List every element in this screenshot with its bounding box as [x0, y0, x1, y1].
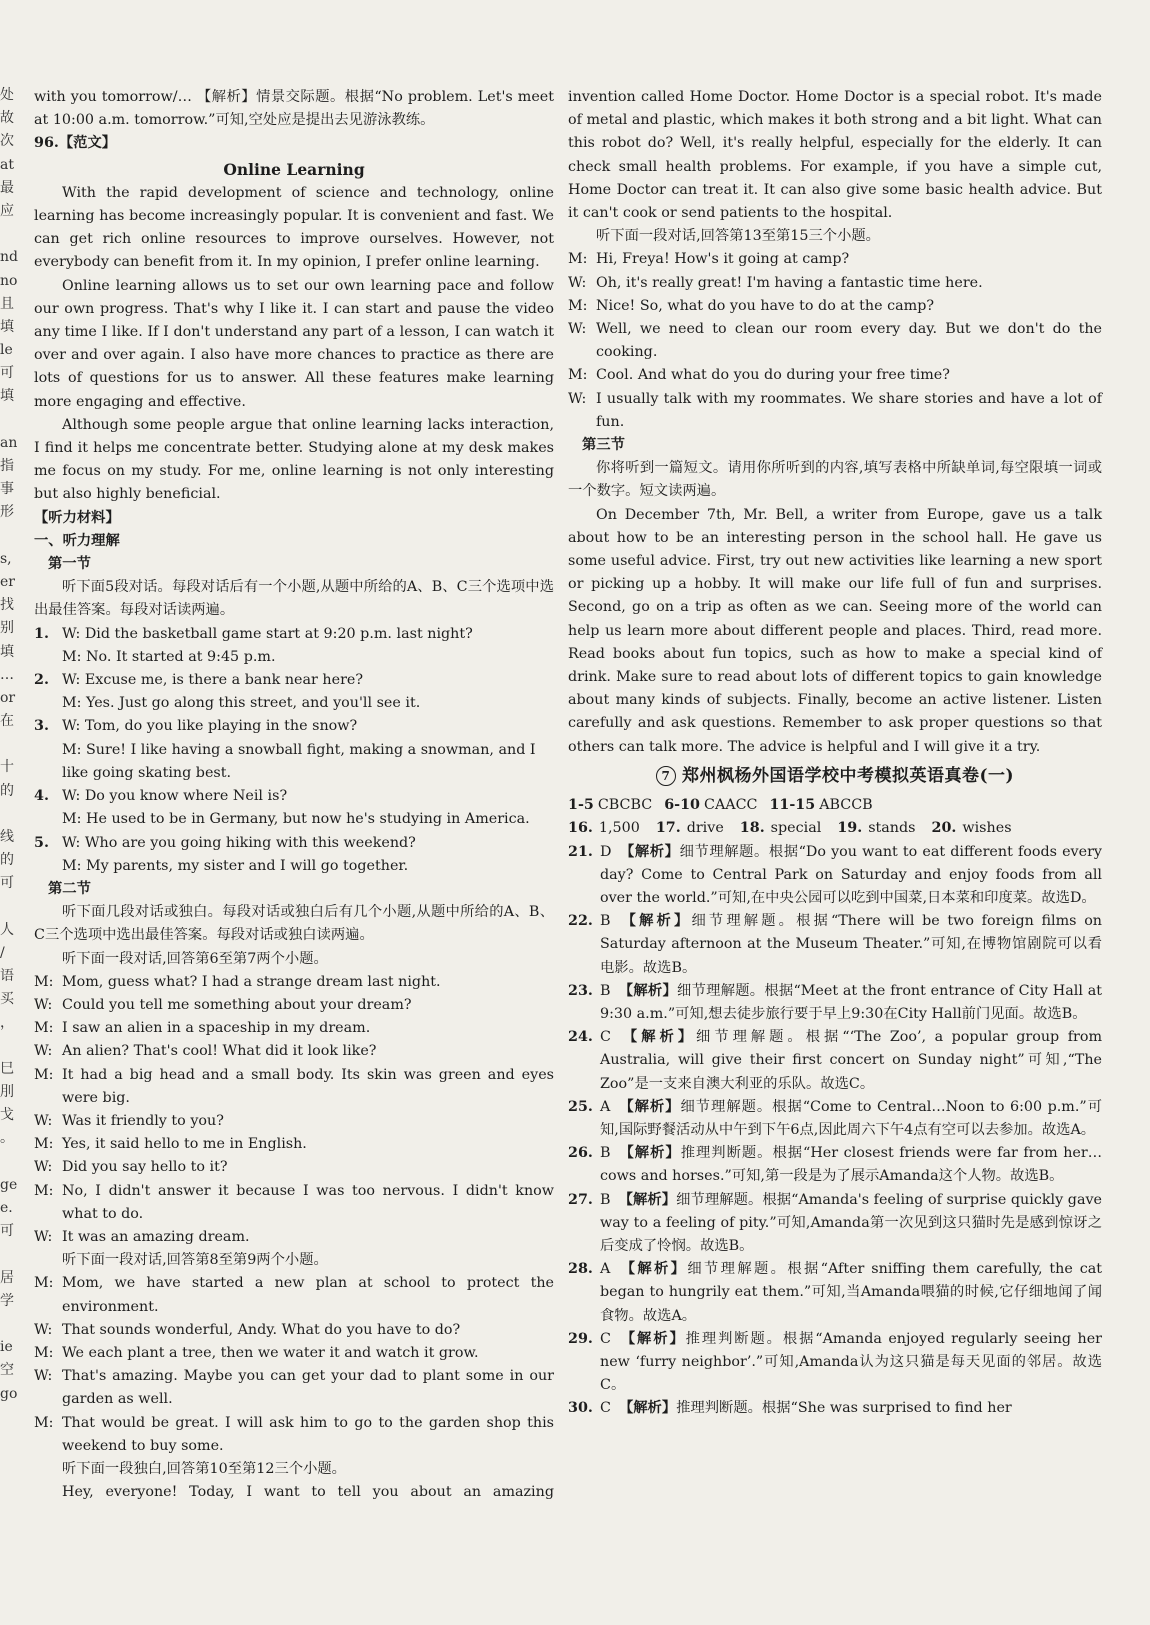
- speaker-text: Mom, guess what? I had a strange dream last night.: [62, 973, 441, 990]
- analysis-tag: 【解析】: [618, 1330, 686, 1347]
- key-answers: CBCBC: [597, 797, 653, 814]
- dialog-item: [34, 785, 554, 831]
- answer-item: [568, 1328, 1102, 1398]
- analysis-tag: 【解析】: [618, 1145, 681, 1162]
- exam-title-text: 郑州枫杨外国语学校中考模拟英语真卷(一): [681, 765, 1015, 786]
- left-margin-stub: [0, 84, 16, 1406]
- answer-body: [600, 1096, 1102, 1142]
- margin-fragment: go: [0, 1385, 18, 1402]
- dialog-line: [34, 1226, 554, 1249]
- key-word: wishes: [962, 820, 1012, 837]
- analysis-text: 细节理解题。根据“‘The Zoo’, a popular group from Australia, will give their first concert on Sunday night”可知,“The Zoo”是一支来自澳大利亚的乐队。故选C。: [600, 1029, 1102, 1092]
- dialog-line-m: M: My parents, my sister and I will go together.: [62, 857, 409, 874]
- dialog-line-w: W: Who are you going hiking with this weekend?: [62, 834, 416, 851]
- key-group: [932, 820, 1012, 836]
- key-word: special: [770, 820, 822, 837]
- essay-paragraph-2: Online learning allows us to set our own learning pace and follow our own progress. That's why I like it. I can start and pause the video any time I like. If I don't understand any part of a lesson, I can watch it over and over again. I also have more chances to practice as there are lots of questions for us to answer. All these features make learning more engaging and effective.: [34, 277, 554, 410]
- section-1-dialogs: [34, 623, 554, 878]
- dialog-line-w: W: Did the basketball game start at 9:20 p.m. last night?: [62, 625, 473, 642]
- speaker-text: It had a big head and a small body. Its skin was green and eyes were big.: [62, 1066, 554, 1106]
- margin-fragment: 事: [0, 481, 14, 498]
- speaker-label: M:: [34, 1414, 54, 1431]
- answer-key-row-2: [568, 817, 1102, 840]
- key-group: [664, 797, 757, 813]
- exam-title: [568, 765, 1102, 788]
- dialog-line: [34, 1133, 554, 1156]
- left-column: [34, 86, 554, 1504]
- dialog-item: [34, 832, 554, 878]
- dialog-line: [34, 1040, 554, 1063]
- speaker-text: Could you tell me something about your dream?: [62, 996, 412, 1013]
- margin-fragment: 且: [0, 295, 14, 312]
- answer-item: [568, 1096, 1102, 1142]
- speaker-label: M:: [34, 1275, 54, 1292]
- margin-fragment: 填: [0, 388, 14, 405]
- margin-fragment: er: [0, 573, 15, 590]
- key-number: 19.: [837, 820, 863, 837]
- answer-key-row-1: [568, 794, 1102, 817]
- question-number: 3.: [34, 718, 49, 735]
- answer-item: [568, 1142, 1102, 1188]
- speaker-text: Oh, it's really great! I'm having a fantastic time here.: [596, 274, 983, 291]
- dialog-lines: [62, 715, 554, 785]
- question-number: 2.: [34, 672, 49, 689]
- analysis-tag: 【解析】: [618, 1029, 697, 1046]
- analysis-text: 细节理解题。根据“There will be two foreign films on Saturday afternoon at the Museum Theater.”可知,在博物馆剧院可以看电影。故选B。: [600, 913, 1103, 976]
- margin-fragment: or: [0, 689, 16, 706]
- answer-letter: A: [600, 1261, 611, 1278]
- dialog-line: [34, 1319, 554, 1342]
- margin-fragment: 人: [0, 921, 14, 938]
- speaker-label: M:: [34, 973, 54, 990]
- analysis-text: 细节理解题。根据“Amanda's feeling of surprise quickly gave way to a feeling of pity.”可知,Amanda第一次见到这只猫时先是感到惊讶之后变成了怜悯。故选B。: [600, 1191, 1102, 1254]
- dialog-item: [34, 623, 554, 669]
- speaker-text: That would be great. I will ask him to go to the garden shop this weekend to buy some.: [62, 1414, 554, 1454]
- margin-fragment: /: [0, 944, 5, 961]
- answer-body: [600, 1142, 1102, 1188]
- key-range: 6-10: [664, 797, 700, 814]
- answer-item: [568, 1258, 1102, 1328]
- question-number: 5.: [34, 834, 49, 851]
- margin-fragment: [0, 525, 16, 548]
- dialog-6-7-intro: 听下面一段对话,回答第6至第7两个小题。: [62, 950, 328, 967]
- analysis-text: 细节理解题。根据“After sniffing them carefully, the cat began to hungrily eat them.”可知,当Amanda喂猫的时候,它仔细地闻了闻食物。故选A。: [600, 1261, 1103, 1324]
- margin-fragment: [0, 1243, 16, 1266]
- key-group: [769, 797, 872, 813]
- speaker-label: M:: [34, 1182, 54, 1199]
- analysis-tag: 【解析】: [618, 1261, 688, 1278]
- margin-fragment: [0, 1035, 16, 1058]
- dialog-lines: [62, 785, 554, 831]
- speaker-text: Well, we need to clean our room every day. But we don't do the cooking.: [596, 321, 1102, 361]
- dialog-line: [34, 1017, 554, 1040]
- dialog-line-w: W: Do you know where Neil is?: [62, 788, 288, 805]
- dialog-line: [568, 295, 1102, 318]
- dialog-line: [34, 971, 554, 994]
- key-group: [656, 820, 724, 836]
- analysis-tag: 【解析】: [618, 913, 692, 930]
- margin-fragment: e.: [0, 1200, 13, 1216]
- monologue-continued: invention called Home Doctor. Home Doctor is a special robot. It's made of metal and plastic, which makes it both strong and a bit light. What can this robot do? Well, it's really helpful, especially for the elderly. It can check small health problems. For example, if you have a simple cut, Home Doctor can treat it. It can also give some basic health advice. But it can't cook or send patients to the hospital.: [568, 89, 1102, 222]
- answer-number: 27.: [568, 1191, 593, 1208]
- margin-fragment: 填: [0, 318, 14, 335]
- answer-letter: B: [600, 982, 611, 999]
- answer-letter: B: [600, 1145, 611, 1162]
- answer-item: [568, 1189, 1102, 1259]
- margin-fragment: 处: [0, 87, 14, 103]
- analysis-text: 细节理解题。根据“Meet at the front entrance of City Hall at 9:30 a.m.”可知,想去徒步旅行要于早上9:30在City Hall前门见面。故选B。: [600, 982, 1102, 1022]
- dialog-line: [34, 1064, 554, 1110]
- dialog-line: [568, 364, 1102, 387]
- dialog-line: [568, 388, 1102, 434]
- answer-item: [568, 980, 1102, 1026]
- speaker-label: W:: [34, 1112, 53, 1129]
- answer-number: 25.: [568, 1098, 593, 1115]
- answer-letter: C: [600, 1330, 611, 1347]
- section-2-instructions: 听下面几段对话或独白。每段对话或独白后有几个小题,从题中所给的A、B、C三个选项中选出最佳答案。每段对话或独白读两遍。: [34, 904, 554, 944]
- dialog-line: [34, 1272, 554, 1318]
- margin-fragment: 巳: [0, 1060, 14, 1077]
- margin-fragment: an: [0, 434, 18, 451]
- margin-fragment: 买: [0, 991, 14, 1008]
- speaker-label: M:: [34, 1066, 54, 1083]
- key-group: [837, 820, 915, 836]
- margin-fragment: no: [0, 272, 18, 289]
- analysis-tag: 【解析】: [618, 1098, 681, 1115]
- speaker-label: M:: [34, 1136, 54, 1153]
- q95-explanation: with you tomorrow/… 【解析】情景交际题。根据“No problem. Let's meet at 10:00 a.m. tomorrow.”可知,空处应是提出去见游泳教练。: [34, 89, 554, 129]
- key-range: 11-15: [769, 797, 816, 814]
- margin-fragment: [0, 733, 16, 756]
- margin-fragment: nd: [0, 249, 18, 266]
- margin-fragment: 应: [0, 202, 14, 219]
- key-number: 20.: [931, 820, 957, 837]
- speaker-text: Was it friendly to you?: [62, 1112, 224, 1129]
- speaker-label: M:: [568, 297, 588, 314]
- speaker-text: It was an amazing dream.: [62, 1228, 250, 1245]
- margin-fragment: [0, 409, 16, 432]
- listening-material-label: 【听力材料】: [34, 509, 120, 526]
- answer-body: [600, 980, 1102, 1026]
- q96-label: 96.【范文】: [34, 135, 117, 152]
- dialog-line-m: M: Yes. Just go along this street, and you'll see it.: [62, 695, 421, 712]
- answer-number: 28.: [568, 1261, 593, 1278]
- margin-fragment: 在: [0, 713, 14, 730]
- answer-item: [568, 1397, 1102, 1420]
- margin-fragment: le: [0, 342, 13, 359]
- exam-number-badge: 7: [656, 766, 676, 786]
- speaker-text: An alien? That's cool! What did it look like?: [62, 1043, 377, 1060]
- dialog-item: [34, 715, 554, 785]
- answer-number: 21.: [568, 843, 593, 860]
- answer-number: 24.: [568, 1029, 593, 1046]
- margin-fragment: 故: [0, 110, 14, 127]
- speaker-text: Yes, it said hello to me in English.: [62, 1136, 307, 1153]
- margin-fragment: 刖: [0, 1084, 14, 1101]
- speaker-label: W:: [34, 996, 53, 1013]
- answer-body: [600, 1397, 1102, 1420]
- dialog-8-9: [34, 1272, 554, 1458]
- answer-item: [568, 910, 1102, 980]
- answer-body: [600, 1189, 1102, 1259]
- speaker-label: M:: [34, 1344, 54, 1361]
- answer-number: 23.: [568, 982, 593, 999]
- monologue-intro: 听下面一段独白,回答第10至第12三个小题。: [62, 1460, 346, 1477]
- margin-fragment: 的: [0, 782, 14, 799]
- answer-number: 26.: [568, 1145, 593, 1162]
- key-number: 16.: [568, 820, 593, 837]
- speaker-text: We each plant a tree, then we water it and watch it grow.: [62, 1344, 479, 1361]
- dialog-line: [34, 1180, 554, 1226]
- analysis-tag: 【解析】: [618, 1400, 677, 1417]
- speaker-label: W:: [34, 1368, 53, 1385]
- dialog-line: [568, 248, 1102, 271]
- margin-fragment: …: [0, 666, 14, 683]
- margin-fragment: at: [0, 156, 14, 173]
- dialog-13-15-intro: 听下面一段对话,回答第13至第15三个小题。: [596, 228, 880, 245]
- margin-fragment: [0, 803, 16, 826]
- margin-fragment: [0, 1313, 16, 1336]
- margin-fragment: ，: [0, 1014, 14, 1031]
- right-column: [568, 86, 1102, 1421]
- answer-body: [600, 1328, 1102, 1398]
- margin-fragment: s,: [0, 550, 12, 567]
- key-group: [568, 820, 640, 836]
- margin-fragment: 最: [0, 179, 14, 196]
- speaker-text: Did you say hello to it?: [62, 1159, 228, 1176]
- speaker-text: Nice! So, what do you have to do at the camp?: [596, 297, 935, 314]
- key-answers: ABCCB: [819, 797, 873, 814]
- speaker-text: No, I didn't answer it because I was too nervous. I didn't know what to do.: [62, 1182, 554, 1222]
- answer-letter: B: [600, 913, 611, 930]
- dialog-line: [34, 1156, 554, 1179]
- answer-letter: B: [600, 1191, 611, 1208]
- margin-fragment: 戈: [0, 1107, 14, 1124]
- answer-body: [600, 910, 1102, 980]
- key-word: stands: [868, 820, 916, 837]
- margin-fragment: 可: [0, 1223, 14, 1240]
- speaker-text: That's amazing. Maybe you can get your dad to plant some in our garden as well.: [62, 1368, 554, 1408]
- margin-fragment: [0, 896, 16, 919]
- section-3-heading: 第三节: [582, 437, 625, 454]
- analysis-text: 推理判断题。根据“Her closest friends were far from her…cows and horses.”可知,第一段是为了展示Amanda这个人物。故选B。: [600, 1145, 1102, 1185]
- margin-fragment: 语: [0, 968, 14, 985]
- answer-item: [568, 841, 1102, 911]
- speaker-label: M:: [34, 1020, 54, 1037]
- speaker-label: W:: [568, 274, 587, 291]
- margin-fragment: 居: [0, 1269, 14, 1286]
- question-number: 1.: [34, 625, 49, 642]
- section-3-instructions: 你将听到一篇短文。请用你所听到的内容,填写表格中所缺单词,每空限填一词或一个数字。短文读两遍。: [568, 460, 1102, 500]
- margin-fragment: 填: [0, 643, 14, 660]
- section-3-passage: On December 7th, Mr. Bell, a writer from Europe, gave us a talk about how to be an interesting person in the school hall. He gave us some useful advice. First, try out new activities like learning a new sport or picking up a hobby. It will make our life full of fun and surprises. Second, go on a trip as often as we can. Seeing more of the world can help us learn more about different people and places. Third, read more. Read books about fun topics, such as how to make a special kind of drink. Make sure to read about lots of different topics to gain knowledge about many kinds of subjects. Finally, become an active listener. Listen carefully and ask questions. Remember to ask proper questions so that others can talk more. The advice is helpful and I will give it a try.: [568, 506, 1102, 755]
- speaker-label: M:: [568, 367, 588, 384]
- dialog-line-m: M: He used to be in Germany, but now he's studying in America.: [62, 811, 530, 828]
- answer-letter: A: [600, 1098, 611, 1115]
- margin-fragment: 指: [0, 458, 14, 474]
- answer-number: 30.: [568, 1400, 593, 1417]
- margin-fragment: 空: [0, 1362, 14, 1379]
- speaker-label: M:: [568, 251, 588, 268]
- speaker-label: W:: [34, 1043, 53, 1060]
- essay-paragraph-3: Although some people argue that online learning lacks interaction, I find it helps me concentrate better. Studying alone at my desk makes me focus on my study. For me, online learning is not only interesting but also highly beneficial.: [34, 416, 554, 503]
- margin-fragment: 学: [0, 1292, 14, 1309]
- analysis-text: 推理判断题。根据“She was surprised to find her: [676, 1400, 1012, 1417]
- part-heading: 一、听力理解: [34, 532, 120, 549]
- analysis-text: 细节理解题。根据“Come to Central…Noon to 6:00 p.m.”可知,国际野餐活动从中午到下午6点,因此周六下午4点有空可以去参加。故选A。: [600, 1098, 1103, 1138]
- speaker-label: W:: [34, 1321, 53, 1338]
- speaker-text: I saw an alien in a spaceship in my dream.: [62, 1020, 371, 1037]
- dialog-line-m: M: Sure! I like having a snowball fight, making a snowman, and I like going skating best.: [62, 741, 536, 781]
- speaker-text: Hi, Freya! How's it going at camp?: [596, 251, 850, 268]
- dialog-13-15: [568, 248, 1102, 434]
- section-1-instructions: 听下面5段对话。每段对话后有一个小题,从题中所给的A、B、C三个选项中选出最佳答案。每段对话读两遍。: [34, 579, 554, 619]
- answer-body: [600, 1026, 1102, 1096]
- answer-body: [600, 841, 1102, 911]
- analysis-text: 推理判断题。根据“Amanda enjoyed regularly seeing her new ‘furry neighbor’.”可知,Amanda认为这只猫是每天见面的邻居。故选C。: [600, 1330, 1103, 1394]
- dialog-lines: [62, 669, 554, 715]
- key-word: drive: [686, 820, 724, 837]
- key-range: 1-5: [568, 797, 594, 814]
- margin-fragment: 十: [0, 759, 14, 776]
- margin-fragment: ge: [0, 1176, 18, 1193]
- key-number: 18.: [739, 820, 765, 837]
- margin-fragment: 。: [0, 1130, 14, 1147]
- essay-paragraph-1: With the rapid development of science and technology, online learning has become increasingly popular. It is convenient and fast. We can get rich online resources to improve ourselves. However, not everybody can benefit from it. In my opinion, I prefer online learning.: [34, 184, 554, 271]
- speaker-text: Mom, we have started a new plan at school to protect the environment.: [62, 1275, 554, 1315]
- answer-item: [568, 1026, 1102, 1096]
- dialog-item: [34, 669, 554, 715]
- section-1-heading: 第一节: [48, 556, 91, 573]
- analysis-text: 细节理解题。根据“Do you want to eat different foods every day? Come to Central Park on Saturday and enjoy foods from all over the world.”可知,在中央公园可以吃到中国菜,日本菜和印度菜。故选D。: [600, 843, 1102, 906]
- answer-number: 29.: [568, 1330, 593, 1347]
- speaker-label: W:: [34, 1159, 53, 1176]
- key-answers: CAACC: [704, 797, 758, 814]
- speaker-label: W:: [568, 321, 587, 338]
- margin-fragment: 别: [0, 620, 14, 637]
- question-number: 4.: [34, 788, 49, 805]
- dialog-line-w: W: Tom, do you like playing in the snow?: [62, 718, 358, 735]
- margin-fragment: 的: [0, 852, 14, 869]
- margin-fragment: [0, 223, 16, 246]
- margin-fragment: [0, 1151, 16, 1174]
- speaker-label: W:: [568, 390, 587, 407]
- answer-letter: C: [600, 1400, 611, 1417]
- margin-fragment: 可: [0, 365, 14, 382]
- dialog-lines: [62, 623, 554, 669]
- analysis-tag: 【解析】: [619, 843, 680, 860]
- key-word: 1,500: [598, 820, 640, 837]
- margin-fragment: 可: [0, 875, 14, 892]
- answer-body: [600, 1258, 1102, 1328]
- dialog-line: [34, 1342, 554, 1365]
- answer-letter: D: [600, 843, 612, 860]
- answer-letter: C: [600, 1029, 611, 1046]
- dialog-line: [568, 318, 1102, 364]
- answer-explanations: [568, 841, 1102, 1421]
- dialog-line: [568, 272, 1102, 295]
- margin-fragment: 形: [0, 504, 14, 521]
- section-2-heading: 第二节: [48, 880, 91, 897]
- analysis-tag: 【解析】: [618, 1191, 677, 1208]
- dialog-line-w: W: Excuse me, is there a bank near here?: [62, 672, 364, 689]
- speaker-text: Cool. And what do you do during your free time?: [596, 367, 950, 384]
- dialog-6-7: [34, 971, 554, 1249]
- speaker-text: That sounds wonderful, Andy. What do you have to do?: [62, 1321, 461, 1338]
- speaker-text: I usually talk with my roommates. We share stories and have a lot of fun.: [596, 390, 1102, 430]
- margin-fragment: ie: [0, 1339, 13, 1356]
- speaker-label: W:: [34, 1228, 53, 1245]
- key-group: [568, 797, 652, 813]
- dialog-line-m: M: No. It started at 9:45 p.m.: [62, 648, 276, 665]
- dialog-line: [34, 1365, 554, 1411]
- dialog-line: [34, 1110, 554, 1133]
- essay-title: Online Learning: [223, 159, 365, 179]
- dialog-line: [34, 1412, 554, 1458]
- analysis-tag: 【解析】: [618, 982, 678, 999]
- key-number: 17.: [655, 820, 681, 837]
- margin-fragment: 找: [0, 597, 14, 614]
- answer-number: 22.: [568, 913, 593, 930]
- dialog-lines: [62, 832, 554, 878]
- margin-fragment: 线: [0, 829, 14, 845]
- dialog-8-9-intro: 听下面一段对话,回答第8至第9两个小题。: [62, 1252, 328, 1269]
- dialog-line: [34, 994, 554, 1017]
- monologue-start: Hey, everyone! Today, I want to tell you about an amazing: [62, 1484, 554, 1501]
- key-group: [740, 820, 822, 836]
- margin-fragment: 次: [0, 133, 14, 150]
